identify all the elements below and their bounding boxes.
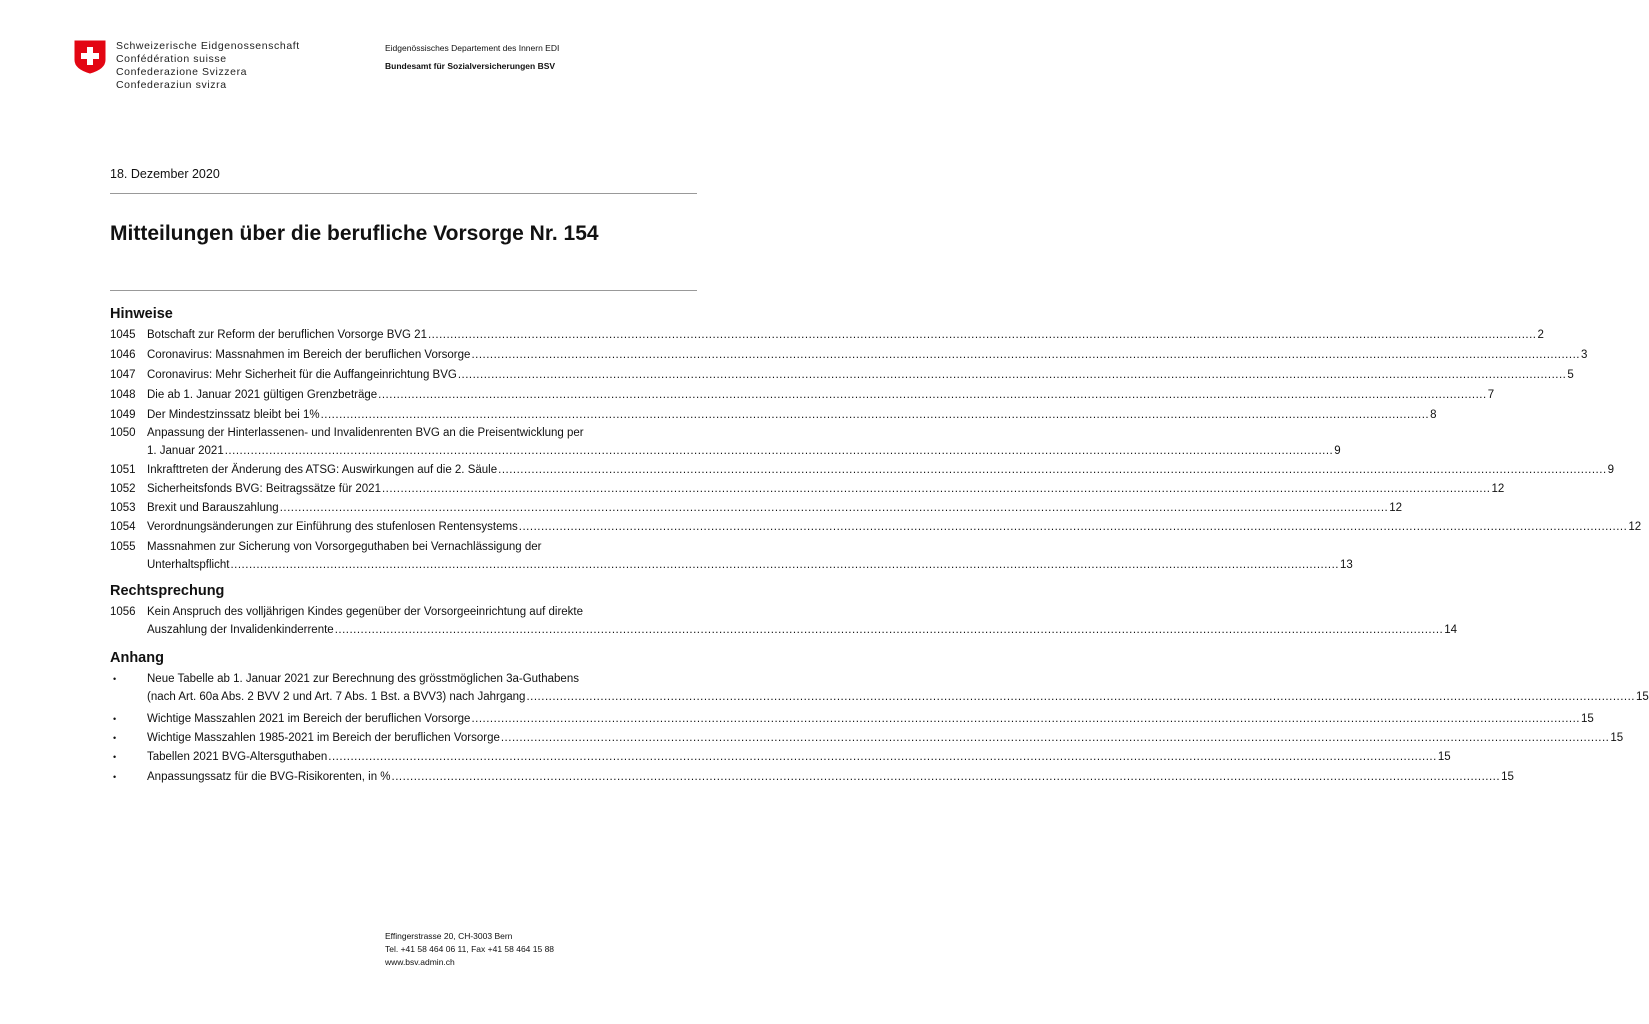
entry-title: 1. Januar 2021 (147, 445, 224, 457)
dot-leader: ............................................................................................................................................................................................................................................................................................................ (328, 751, 1437, 763)
page-number: 15 (1501, 771, 1514, 783)
entry-title-line: Neue Tabelle ab 1. Januar 2021 zur Berechnung des grösstmöglichen 3a-Guthabens (147, 673, 579, 685)
entry-number: 1047 (110, 369, 136, 381)
entry-body (147, 729, 1624, 747)
entry-body (147, 461, 1615, 479)
entry-body (147, 499, 1403, 517)
entry-title: Der Mindestzinssatz bleibt bei 1% (147, 409, 320, 421)
entry-body (147, 710, 1594, 728)
entry-body (147, 603, 1458, 639)
entry-title: Die ab 1. Januar 2021 gültigen Grenzbeträge (147, 389, 378, 401)
entry-body (147, 480, 1505, 498)
page-number: 2 (1537, 329, 1544, 341)
entry-line (147, 729, 1624, 747)
bullet-icon: • (113, 674, 117, 684)
dot-leader: ............................................................................................................................................................................................................................................................................................................ (230, 559, 1339, 571)
page-number: 7 (1487, 389, 1495, 401)
entry-body (147, 386, 1495, 404)
entry-line (147, 366, 1574, 384)
page-number: 15 (1437, 751, 1451, 763)
entry-line (147, 768, 1514, 786)
page-number: 14 (1444, 624, 1458, 636)
confederation-fr: Confédération suisse (116, 53, 227, 65)
section-heading-rechtsprechung: Rechtsprechung (110, 583, 225, 599)
entry-body (147, 366, 1574, 384)
bullet-icon: • (113, 714, 117, 724)
page-number: 12 (1491, 483, 1505, 495)
footer-address (385, 930, 554, 969)
entry-line (147, 688, 1649, 706)
entry-body (147, 406, 1437, 424)
entry-line (147, 406, 1437, 424)
page-title: Mitteilungen über die berufliche Vorsorge Nr. 154 (110, 222, 599, 245)
entry-number: 1048 (110, 389, 136, 401)
page-number: 9 (1607, 464, 1615, 476)
entry-line (147, 621, 1458, 639)
entry-body (147, 346, 1588, 364)
page-number: 8 (1430, 409, 1437, 421)
entry-title: Wichtige Masszahlen 2021 im Bereich der beruflichen Vorsorge (147, 713, 471, 725)
dot-leader: ............................................................................................................................................................................................................................................................................................................ (498, 464, 1607, 476)
entry-number: 1053 (110, 502, 136, 514)
entry-line (147, 710, 1594, 728)
section-heading-hinweise: Hinweise (110, 306, 173, 322)
entry-line (147, 346, 1588, 364)
confederation-names (116, 40, 300, 92)
dot-leader: ............................................................................................................................................................................................................................................................................................................ (224, 445, 1334, 457)
entry-title: Wichtige Masszahlen 1985-2021 im Bereich der beruflichen Vorsorge (147, 732, 500, 744)
footer-website: www.bsv.admin.ch (385, 957, 455, 967)
bullet-icon: • (113, 752, 117, 762)
entry-body (147, 670, 1649, 706)
dot-leader: ............................................................................................................................................................................................................................................................................................................ (500, 732, 1610, 744)
divider (110, 193, 697, 194)
entry-number: 1049 (110, 409, 136, 421)
entry-line (147, 386, 1495, 404)
entry-body (147, 326, 1544, 344)
bullet-icon: • (113, 772, 117, 782)
entry-title: Auszahlung der Invalidenkinderrente (147, 624, 334, 636)
divider (110, 290, 697, 291)
entry-title: Brexit und Barauszahlung (147, 502, 279, 514)
page-number: 15 (1610, 732, 1624, 744)
entry-body (147, 518, 1642, 536)
entry-title: (nach Art. 60a Abs. 2 BVV 2 und Art. 7 Abs. 1 Bst. a BVV3) nach Jahrgang (147, 691, 526, 703)
entry-line (147, 518, 1642, 536)
dot-leader: ............................................................................................................................................................................................................................................................................................................ (391, 771, 1501, 783)
dot-leader: ............................................................................................................................................................................................................................................................................................................ (427, 329, 1537, 341)
office-name: Bundesamt für Sozialversicherungen BSV (385, 61, 556, 71)
entry-line (147, 442, 1341, 460)
page-number: 15 (1636, 691, 1649, 703)
entry-number: 1055 (110, 541, 136, 553)
entry-number: 1054 (110, 521, 136, 533)
entry-number: 1056 (110, 606, 136, 618)
swiss-coat-of-arms-icon (74, 40, 106, 74)
dot-leader: ............................................................................................................................................................................................................................................................................................................ (526, 691, 1635, 703)
entry-title: Sicherheitsfonds BVG: Beitragssätze für 2021 (147, 483, 381, 495)
page-number: 15 (1580, 713, 1594, 725)
dot-leader: ............................................................................................................................................................................................................................................................................................................ (378, 389, 1487, 401)
entry-number: 1050 (110, 427, 136, 439)
entry-body (147, 538, 1353, 574)
bullet-icon: • (113, 733, 117, 743)
dot-leader: ............................................................................................................................................................................................................................................................................................................ (471, 713, 1580, 725)
entry-body (147, 768, 1514, 786)
entry-title-line: Kein Anspruch des volljährigen Kindes gegenüber der Vorsorgeeinrichtung auf direkte (147, 606, 584, 618)
footer-phone: Tel. +41 58 464 06 11, Fax +41 58 464 15 88 (385, 944, 555, 954)
department-name: Eidgenössisches Departement des Innern EDI (385, 43, 560, 53)
dot-leader: ............................................................................................................................................................................................................................................................................................................ (381, 483, 1491, 495)
page-number: 13 (1340, 559, 1353, 571)
entry-line (147, 461, 1615, 479)
entry-line (147, 499, 1403, 517)
entry-title: Coronavirus: Massnahmen im Bereich der beruflichen Vorsorge (147, 349, 471, 361)
entry-number: 1045 (110, 329, 136, 341)
entry-title: Verordnungsänderungen zur Einführung des stufenlosen Rentensystems (147, 521, 518, 533)
entry-body (147, 748, 1451, 766)
dot-leader: ............................................................................................................................................................................................................................................................................................................ (279, 502, 1389, 514)
dot-leader: ............................................................................................................................................................................................................................................................................................................ (334, 624, 1444, 636)
entry-title: Anpassungssatz für die BVG-Risikorenten, in % (147, 771, 391, 783)
dot-leader: ............................................................................................................................................................................................................................................................................................................ (457, 369, 1567, 381)
page-number: 12 (1628, 521, 1642, 533)
dot-leader: ............................................................................................................................................................................................................................................................................................................ (320, 409, 1430, 421)
page-number: 9 (1334, 445, 1341, 457)
entry-title: Inkrafttreten der Änderung des ATSG: Auswirkungen auf die 2. Säule (147, 464, 498, 476)
entry-number: 1052 (110, 483, 136, 495)
dot-leader: ............................................................................................................................................................................................................................................................................................................ (471, 349, 1580, 361)
entry-title: Botschaft zur Reform der beruflichen Vorsorge BVG 21 (147, 329, 427, 341)
entry-line (147, 556, 1353, 574)
entry-line (147, 480, 1505, 498)
dot-leader: ............................................................................................................................................................................................................................................................................................................ (518, 521, 1628, 533)
entry-line (147, 326, 1544, 344)
page-number: 12 (1389, 502, 1403, 514)
entry-title: Tabellen 2021 BVG-Altersguthaben (147, 751, 328, 763)
confederation-de: Schweizerische Eidgenossenschaft (116, 40, 300, 52)
entry-body (147, 424, 1341, 460)
entry-number: 1051 (110, 464, 136, 476)
confederation-rm: Confederaziun svizra (116, 79, 227, 91)
entry-title-line: Anpassung der Hinterlassenen- und Invalidenrenten BVG an die Preisentwicklung per (147, 427, 584, 439)
entry-number: 1046 (110, 349, 136, 361)
document-date: 18. Dezember 2020 (110, 167, 220, 181)
confederation-it: Confederazione Svizzera (116, 66, 248, 78)
section-heading-anhang: Anhang (110, 650, 164, 666)
footer-street: Effingerstrasse 20, CH-3003 Bern (385, 931, 513, 941)
page-number: 5 (1567, 369, 1574, 381)
entry-title: Coronavirus: Mehr Sicherheit für die Auffangeinrichtung BVG (147, 369, 457, 381)
entry-line (147, 748, 1451, 766)
page-number: 3 (1580, 349, 1588, 361)
entry-title-line: Massnahmen zur Sicherung von Vorsorgeguthaben bei Vernachlässigung der (147, 541, 542, 553)
entry-title: Unterhaltspflicht (147, 559, 230, 571)
